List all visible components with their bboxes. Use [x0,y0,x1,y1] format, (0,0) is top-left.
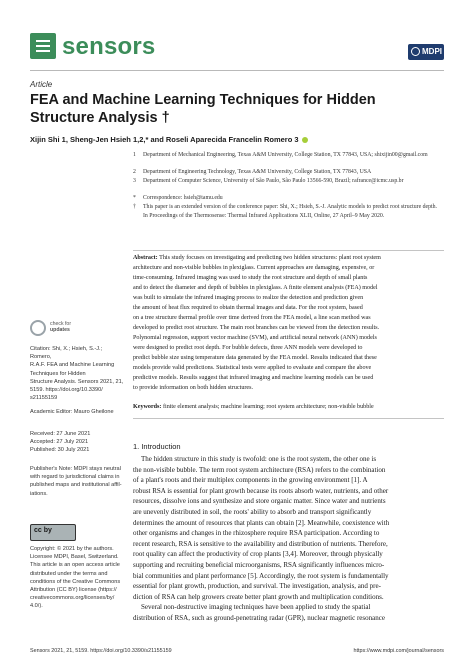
aff-num: 3 [133,178,136,184]
note-line: published maps and institutional affil- [30,482,122,489]
cc-label: cc by [34,527,52,534]
introduction-body [133,454,444,626]
orcid-icon[interactable] [302,137,308,143]
correspondence[interactable]: Correspondence: hsieh@tamu.edu [143,195,223,201]
academic-editor: Academic Editor: Mauro Gheilone [30,409,114,415]
citation-link[interactable]: 5159. https://doi.org/10.3390/ [30,387,103,394]
body-line: of a plant's roots and their multiplex components in the growing environment [1]. A [133,476,368,485]
cc-by-license-icon[interactable] [30,524,76,541]
abstract-line: models provide valid predictions. Statistical tests were applied to evaluate and compare the above [133,365,372,371]
abstract-top-rule [133,250,444,251]
journal-logo-icon [30,33,56,59]
abstract-line: and to detect the diameter and depth of bubbles in plexiglass. A finite element analysis (FEA) model [133,285,378,291]
received-date: Received: 27 June 2021 [30,431,91,437]
copyright-line: distributed under the terms and [30,570,108,577]
footer-citation[interactable]: Sensors 2021, 21, 5159. https://doi.org/10.3390/s21155159 [30,648,172,654]
abstract-line: were designed to predict root depth. For bubble defects, three ANN models were developed to [133,345,363,351]
check-for-updates-icon[interactable] [30,320,46,336]
abstract [133,254,444,394]
note-line: iations. [30,490,48,497]
note-line: Publisher's Note: MDPI stays neutral [30,466,121,472]
aff-num: 1 [133,152,136,158]
journal-name[interactable]: sensors [62,33,156,60]
mdpi-globe-icon [411,47,420,56]
keywords-bottom-rule [133,418,444,419]
publisher-note [30,465,125,498]
author-list [30,135,450,144]
abstract-line: was built to simulate the infrared imaging process to realize the detection and prediction given [133,295,364,301]
publisher-logo[interactable]: MDPI [408,44,444,60]
publication-dates [30,430,125,455]
abstract-line: developed to predict root structure. The main root branches can be viewed from the detection results. [133,325,380,331]
copyright-line: This article is an open access article [30,562,120,569]
aff-text: Department of Engineering Technology, Texas A&M University, College Station, TX 77843, USA [143,169,372,175]
body-line: essential for plant growth, production, and survival. The investigation, analysis, and pre- [133,582,381,591]
aff-text: Department of Computer Science, University of São Paulo, São Paulo 13566-590, Brazil; rafrance@icmc.usp.br [143,178,404,184]
published-date: Published: 30 July 2021 [30,447,90,454]
body-line: bial communities and plant performance [5]. Accordingly, the root system is fundamentally [133,571,389,580]
body-line: the non-visible bubble. The term root system architecture (RSA) refers to the combination [133,465,386,474]
body-line: resources, dissolve ions and synthesize and store organic matter. Since water and nutrients [133,497,386,506]
body-line: supporting and recruiting beneficial microorganisms, RSA significantly influences micro- [133,561,385,569]
abstract-line: Polynomial regression, support vector machine (SVM), and artificial neural network (ANN) models [133,335,377,341]
check-for-updates[interactable] [50,321,71,333]
abstract-line: the amount of heat flux required to obtain thermal images and data. For the root system, based [133,305,363,311]
abstract-line: to provide information on both hidden structures. [133,385,253,391]
citation-line: Structure Analysis. Sensors 2021, 21, [30,378,124,385]
aff-num: 2 [133,169,136,175]
citation-line: Techniques for Hidden [30,370,86,377]
article-type: Article [30,80,53,89]
updates-label: updates [50,327,70,334]
abstract-line: on a tree structure thermal profile over time derived from the FEA model, a line scan method was [133,315,371,321]
abstract-line: architecture and non-visible bubbles in plexiglass. Current approaches are damaging, expensive, or [133,265,375,271]
body-line: robust RSA is essential for plant growth because its roots absorb water, nutrients, and other [133,486,389,495]
copyright-line: 4.0/). [30,603,43,610]
authors-text: Xijin Shi 1, Sheng-Jen Hsieh 1,2,* and Roseli Aparecida Francelin Romero 3 [30,135,299,144]
paper-title: FEA and Machine Learning Techniques for Hidden Structure Analysis † [30,92,376,126]
abstract-label: Abstract: [133,255,158,261]
aff-num: † [133,204,136,210]
body-line: other organisms and changes in the rhizosphere require RSA participation. According to [133,529,380,538]
citation [30,345,125,402]
body-line: determines the amount of resources that plants can obtain [2]. Meanwhile, coexistence with [133,518,390,527]
citation-link[interactable]: s21155159 [30,395,58,402]
abstract-line: This study focuses on investigating and predicting two hidden structures: plant root system [159,255,381,261]
aff-num: * [133,195,136,201]
conference-note: This paper is an extended version of the conference paper: Shi, X.; Hsieh, S.-J. Analytic models to predict root structure depth. In Proceedings of the Thermosense: Thermal Infrared Applications XLII, Online, 27 April–9 May 2020. [143,204,437,219]
body-line: The hidden structure in this study is twofold: one is the root system, the other one is [141,455,377,463]
body-line: distribution of RSA, such as ground-penetrating radar (GPR), nuclear magnetic resonance [133,614,385,622]
license-link[interactable]: creativecommons.org/licenses/by/ [30,595,115,602]
body-line: Several non-destructive imaging techniques have been applied to study the spatial [141,603,371,612]
citation-line: Citation: Shi, X.; Hsieh, S.-J.; Romero, [30,346,103,361]
aff-text: Department of Mechanical Engineering, Texas A&M University, College Station, TX 77843, USA; shixijin00@gmail.com [143,152,428,158]
keywords [133,404,444,410]
accepted-date: Accepted: 27 July 2021 [30,439,89,446]
keywords-label: Keywords: [133,404,162,410]
abstract-line: time-consuming. Infrared imaging was used to study the root structure and depth of small plants [133,275,368,281]
body-line: root quality can affect the productivity of crop plants [3,4]. Moreover, through physically [133,550,383,559]
copyright-line: conditions of the Creative Commons [30,578,121,585]
footer-journal-link[interactable]: https://www.mdpi.com/journal/sensors [353,648,444,654]
check-label: check for [50,321,72,327]
copyright-line: Copyright: © 2021 by the authors. [30,546,114,552]
copyright-line: Licensee MDPI, Basel, Switzerland. [30,554,119,561]
copyright-line: Attribution (CC BY) license (https:// [30,587,117,594]
copyright [30,545,125,611]
keywords-text: finite element analysis; machine learning; root system architecture; non-visible bubble [162,404,374,410]
body-line: recent research, RSA is sensitive to the availability and distribution of nutrients. Therefore, [133,539,388,548]
abstract-line: predictive models. Results suggest that infrared imaging and machine learning models can be used [133,375,374,381]
header-divider [30,70,444,71]
body-line: are unevenly distributed in soil, the roots' ability to absorb and transport significantly [133,508,372,516]
abstract-line: predict bubble size using temperature data generated by the FEA model. Results indicated that these [133,355,377,361]
note-line: with regard to jurisdictional claims in [30,474,120,481]
section-heading: 1. Introduction [133,442,181,451]
body-line: diction of RSA can help growers create better plant growth and multiplication conditions. [133,592,384,601]
citation-line: R.A.F. FEA and Machine Learning [30,362,115,369]
affiliations [133,151,444,241]
